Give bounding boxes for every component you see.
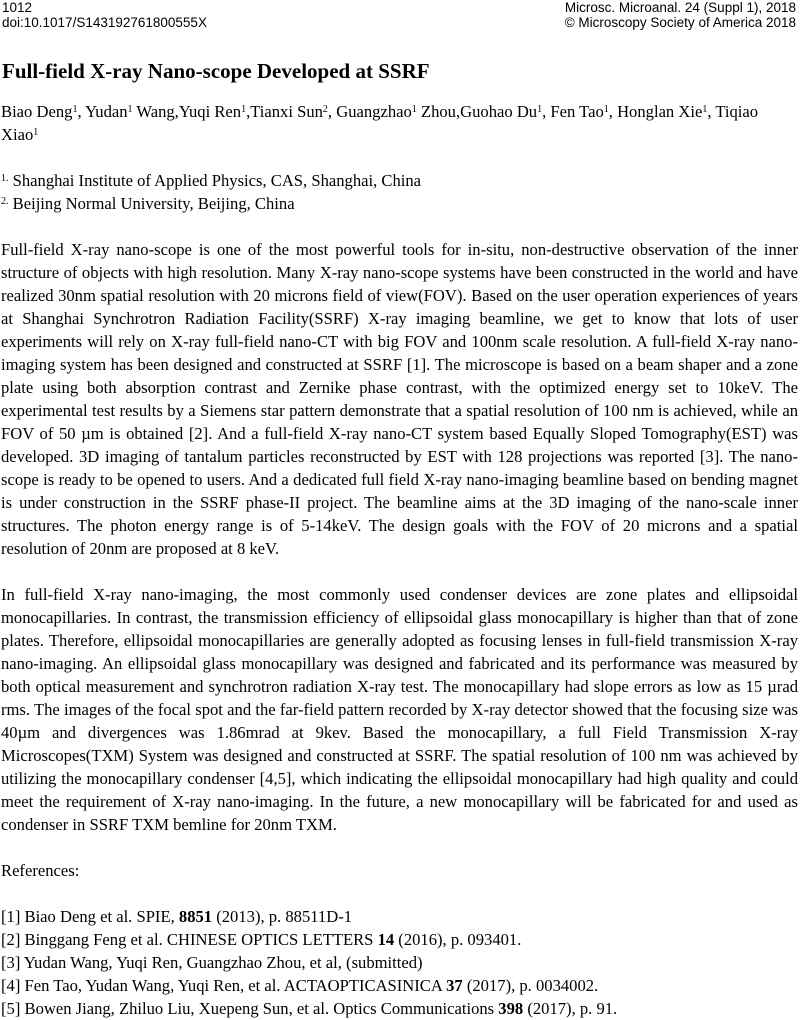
reference-item: [5] Bowen Jiang, Zhiluo Liu, Xuepeng Sun, et al. Optics Communications 398 (2017), p. 91. <box>1 999 618 1018</box>
author: Yudan$^1$ <box>85 102 133 121</box>
header-left <box>2 0 207 30</box>
author-list <box>1 100 798 146</box>
affiliation: $^{1.}$ Shanghai Institute of Applied Physics, CAS, Shanghai, China <box>1 171 422 190</box>
affiliation: $^{2.}$ Beijing Normal University, Beijing, China <box>1 194 295 213</box>
author: Biao Deng$^1$, <box>1 102 86 121</box>
reference-item: [2] Binggang Feng et al. CHINESE OPTICS LETTERS 14 (2016), p. 093401. <box>1 930 522 949</box>
reference-list <box>1 905 798 1020</box>
reference-item: [3] Yudan Wang, Yuqi Ren, Guangzhao Zhou, et al, (submitted) <box>1 953 423 972</box>
author: Honglan Xie$^1$, <box>617 102 716 121</box>
author: Fen Tao$^1$, <box>550 102 618 121</box>
header-right <box>565 0 796 30</box>
author: Tianxi Sun$^2$, <box>250 102 337 121</box>
references-heading: References: <box>1 861 80 880</box>
paper-title: Full-field X-ray Nano-scope Developed at SSRF <box>2 59 430 83</box>
author: Tiqiao Xiao$^1$ <box>1 102 759 144</box>
doi[interactable]: doi:10.1017/S143192761800555X <box>2 15 207 30</box>
article <box>1 58 798 1020</box>
journal-citation: Microsc. Microanal. 24 (Suppl 1), 2018 <box>564 0 796 15</box>
reference-item: [1] Biao Deng et al. SPIE, 8851 (2013), p. 88511D-1 <box>1 907 353 926</box>
body-paragraph: In full-field X-ray nano-imaging, the most commonly used condenser devices are zone plates and ellipsoidal monocapillaries. In contrast, the transmission efficiency of ellipsoidal glass monocapillary is higher than that of zone plates. Therefore, ellipsoidal monocapillaries are generally adopted as focusing lenses in full-field transmission X-ray nano-imaging. An ellipsoidal glass monocapillary was designed and fabricated and its performance was measured by both optical measurement and synchrotron radiation X-ray test. The monocapillary had slope errors as low as 15 µrad rms. The images of the focal spot and the far-field pattern recorded by X-ray detector showed that the focusing size was 40µm and divergences was 1.86mrad at 9kev. Based the monocapillary, a full Field Transmission X-ray Microscopes(TXM) System was designed and constructed at SSRF. The spatial resolution of 100 nm was achieved by utilizing the monocapillary condenser [4,5], which indicating the ellipsoidal monocapillary had high quality and could meet the requirement of X-ray nano-imaging. In the future, a new monocapillary will be fabricated for and used as condenser in SSRF TXM bemline for 20nm TXM. <box>1 585 798 834</box>
copyright: © Microscopy Society of America 2018 <box>564 15 796 30</box>
reference-item: [4] Fen Tao, Yudan Wang, Yuqi Ren, et al. ACTAOPTICASINICA 37 (2017), p. 0034002. <box>1 976 599 995</box>
page-number: 1012 <box>2 0 33 15</box>
body-paragraph: Full-field X-ray nano-scope is one of the most powerful tools for in-situ, non-destructive observation of the inner structure of objects with high resolution. Many X-ray nano-scope systems have been constructed in the world and have realized 30nm spatial resolution with 20 microns field of view(FOV). Based on the user operation experiences of years at Shanghai Synchrotron Radiation Facility(SSRF) X-ray imaging beamline, we get to know that lots of user experiments will rely on X-ray full-field nano-CT with big FOV and 100nm scale resolution. A full-field X-ray nano-imaging system has been designed and constructed at SSRF [1]. The microscope is based on a beam shaper and a zone plate using both absorption contrast and Zernike phase contrast, with the optimized energy set to 10keV. The experimental test results by a Siemens star pattern demonstrate that a spatial resolution of 100 nm is achieved, while an FOV of 50 µm is obtained [2]. And a full-field X-ray nano-CT system based Equally Sloped Tomography(EST) was developed. 3D imaging of tantalum particles reconstructed by EST with 128 projections was reported [3]. The nano-scope is ready to be opened to users. And a dedicated full field X-ray nano-imaging beamline based on bending magnet is under construction in the SSRF phase-II project. The beamline aims at the 3D imaging of the nano-scale inner structures. The photon energy range is of 5-14keV. The design goals with the FOV of 20 microns and a spatial resolution of 20nm are proposed at 8 keV. <box>1 240 798 558</box>
affiliations <box>1 169 798 215</box>
author: Wang,Yuqi Ren$^1$, <box>136 102 251 121</box>
author: Guangzhao$^1$ <box>336 102 417 121</box>
author: Zhou,Guohao Du$^1$, <box>420 102 551 121</box>
